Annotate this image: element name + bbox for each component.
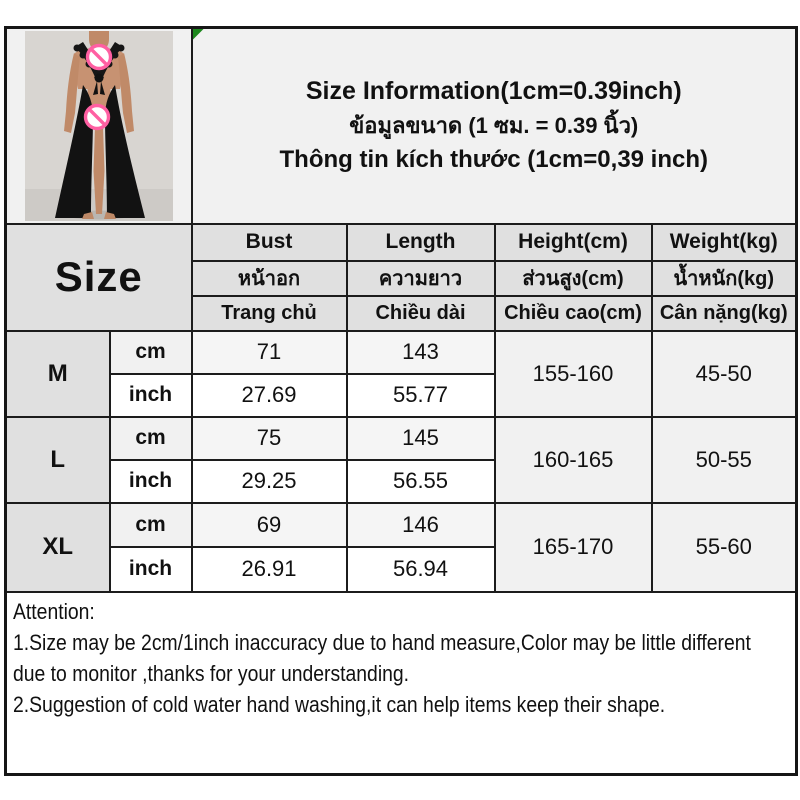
product-photo [25,31,173,221]
size-m-label: M [6,331,110,417]
attention-line-1: 1.Size may be 2cm/1inch inaccuracy due to hand measure,Color may be little different [13,629,751,655]
cell-l-bust-cm: 75 [192,417,347,460]
unit-cm-label: cm [110,331,192,374]
cell-l-bust-inch: 29.25 [192,460,347,503]
cell-m-length-inch: 55.77 [347,374,495,417]
title-vietnamese: Thông tin kích thước (1cm=0,39 inch) [279,146,709,174]
cell-m-bust-cm: 71 [192,331,347,374]
attention-line-2: due to monitor ,thanks for your understanding. [13,660,410,686]
header-length-vi: Chiều dài [347,296,495,331]
header-bust-en: Bust [192,224,347,261]
cell-xl-height: 165-170 [495,503,652,592]
attention-heading: Attention: [13,598,95,624]
header-length-th: ความยาว [347,261,495,296]
cell-m-length-cm: 143 [347,331,495,374]
unit-cm-label: cm [110,503,192,547]
header-height-th: ส่วนสูง(cm) [495,261,652,296]
cell-l-weight: 50-55 [652,417,797,503]
title-english: Size Information(1cm=0.39inch) [305,77,682,106]
unit-cm-label: cm [110,417,192,460]
cell-l-length-inch: 56.55 [347,460,495,503]
header-height-vi: Chiều cao(cm) [495,296,652,331]
censor-no-symbol-icon [85,106,108,129]
cell-l-height: 160-165 [495,417,652,503]
unit-inch-label: inch [110,460,192,503]
cell-m-bust-inch: 27.69 [192,374,347,417]
title-thai: ข้อมูลขนาด (1 ซม. = 0.39 นิ้ว) [349,113,639,139]
product-photo-cell [6,28,192,224]
size-chart-table [4,26,798,776]
header-weight-vi: Cân nặng(kg) [652,296,797,331]
header-length-en: Length [347,224,495,261]
unit-inch-label: inch [110,547,192,592]
size-xl-label: XL [6,503,110,592]
cell-xl-bust-inch: 26.91 [192,547,347,592]
header-bust-vi: Trang chủ [192,296,347,331]
cell-m-height: 155-160 [495,331,652,417]
attention-note [6,592,797,775]
cell-l-length-cm: 145 [347,417,495,460]
cell-xl-length-cm: 146 [347,503,495,547]
header-weight-th: น้ำหนัก(kg) [652,261,797,296]
header-bust-th: หน้าอก [192,261,347,296]
cell-xl-length-inch: 56.94 [347,547,495,592]
censor-no-symbol-icon [87,46,110,69]
header-height-en: Height(cm) [495,224,652,261]
unit-inch-label: inch [110,374,192,417]
green-corner-indicator-icon [193,29,204,40]
size-column-header: Size [6,224,192,331]
cell-xl-weight: 55-60 [652,503,797,592]
attention-line-3: 2.Suggestion of cold water hand washing,it can help items keep their shape. [13,691,666,717]
header-weight-en: Weight(kg) [652,224,797,261]
title-cell [192,28,797,224]
size-l-label: L [6,417,110,503]
cell-m-weight: 45-50 [652,331,797,417]
cell-xl-bust-cm: 69 [192,503,347,547]
